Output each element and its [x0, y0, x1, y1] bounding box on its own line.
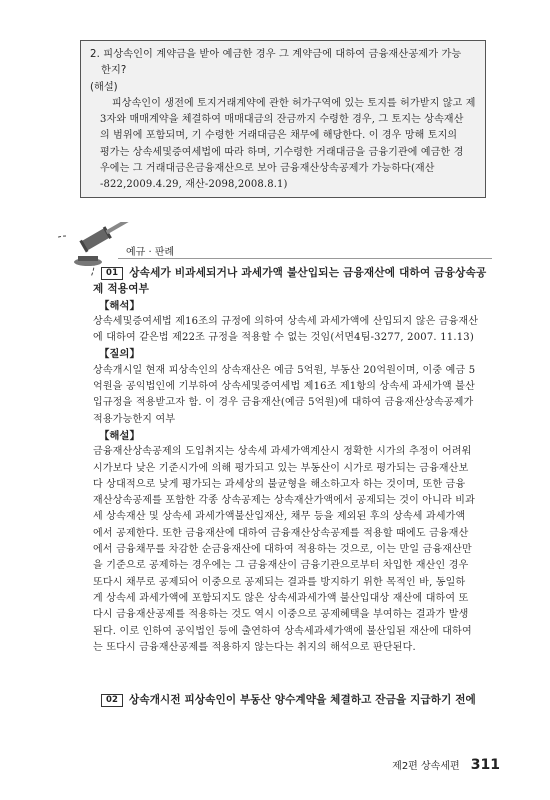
comment-heading: 【해설】 [99, 429, 140, 442]
case-title [93, 265, 485, 281]
page-footer [392, 754, 500, 773]
answer-heading: 【해석】 [99, 299, 140, 312]
body-line: 에서 금융채무를 차감한 순금융재산에 대하여 적용하는 것으로, 이는 만일 금융재산만 [93, 544, 472, 556]
body-line: 에서 공제한다. 또한 금융재산에 대하여 금융재산상속공제를 적용할 때에도 금융재산 [93, 527, 469, 539]
body-line: 다시 금융재산공제를 적용하는 것도 역시 이중으로 공제혜택을 부여하는 결과가 발생 [93, 609, 469, 621]
answer-heading: (해설) [90, 81, 118, 93]
case-02-title [93, 692, 476, 707]
case-title-text: 제 적용여부 [93, 283, 150, 296]
body-line: 게 상속세 과세가액에 포함되지도 않은 상속세과세가액 불산입대상 재산에 대하여 또 [93, 592, 469, 604]
body-line: 금융재산상속공제의 도입취지는 상속세 과세가액계산시 정확한 시가의 추정이 어려워 [93, 446, 472, 458]
body-line: 재산상속공제를 포함한 각종 상속공제는 상속재산가액에서 공제되는 것이 아니라 비과 [93, 495, 475, 507]
case-01 [93, 265, 485, 656]
body-line: 억원을 공익법인에 기부하여 상속세및증여세법 제16조 제1항의 상속세 과세가액 불산 [93, 381, 475, 393]
question-box [80, 40, 486, 198]
question-line: 한지? [101, 65, 127, 77]
case-number-tag: 01 [101, 267, 123, 280]
question-text [90, 47, 476, 80]
section-title: 예규 · 판례 [126, 247, 175, 258]
case-title-text: 상속개시전 피상속인이 부동산 양수계약을 체결하고 잔금을 지급하기 전에 [129, 694, 476, 706]
case-number-tag: 02 [101, 694, 123, 707]
question-line: 2. 피상속인이 계약금을 받아 예금한 경우 그 계약금에 대하여 금융재산공제가 가능 [90, 49, 462, 60]
body-line: 는 또다시 금융재산공제를 적용하지 않는다는 취지의 해석으로 판단된다. [93, 641, 416, 653]
body-line: 시가보다 낮은 기준시가에 의해 평가되고 있는 부동산이 시가로 평가되는 금융재산보 [93, 462, 469, 474]
body-line: 을 기준으로 공제하는 경우에는 그 금융재산이 금융기관으로부터 차입한 재산인 경우 [93, 560, 469, 572]
body-line: 적용가능한지 여부 [93, 413, 176, 425]
body-line: 상속개시일 현재 피상속인의 상속재산은 예금 5억원, 부동산 20억원이며, 이중 예금 5 [93, 364, 476, 376]
answer-line: 의 범위에 포함되며, 기 수령한 거래대금은 채무에 해당한다. 이 경우 망해 토지의 [100, 130, 458, 142]
question-heading: 【질의】 [99, 348, 140, 361]
answer-line: 평가는 상속세및증여세법에 따라 하며, 기수령한 거래대금을 금융기관에 예금한 경 [100, 146, 464, 158]
body-line: 다 상대적으로 낮게 평가되는 과세상의 불균형을 해소하고자 하는 것이며, 또한 금융 [93, 478, 466, 490]
body-line: 에 대하여 같은법 제22조 규정을 적용할 수 없는 것임(서면4팀-3277, 2007. 11.13) [93, 332, 474, 344]
answer-line: 우에는 그 거래대금은금융재산으로 보아 금융재산상속공제가 가능하다(재산 [100, 163, 435, 175]
answer-line: 3자와 매매계약을 체결하여 매매대금의 잔금까지 수령한 경우, 그 토지는 상속재산 [100, 114, 464, 126]
case-title-text: 상속세가 비과세되거나 과세가액 불산입되는 금융재산에 대하여 금융상속공 [129, 267, 487, 279]
body-line: 입규정을 적용받고자 함. 이 경우 금융재산(예금 5억원)에 대하여 금융재산상속공제가 [93, 397, 474, 409]
answer-line: -822,2009.4.29, 재산-2098,2008.8.1) [100, 179, 288, 191]
body-line: 상속세및증여세법 제16조의 규정에 의하여 상속세 과세가액에 산입되지 않은 금융재산 [93, 315, 479, 327]
body-line: 또다시 채무로 공제되어 이중으로 공제되는 결과를 방지하기 위한 목적인 바, 동일하 [93, 576, 466, 588]
body-line: 된다. 이로 인하여 공익법인 등에 출연하여 상속세과세가액에 불산입된 재산에 대하여 [93, 625, 472, 637]
answer-paragraph [90, 96, 476, 194]
body-line: 세 상속재산 및 상속세 과세가액불산입재산, 채무 등을 제외된 후의 상속세 과세가액 [93, 511, 466, 523]
page-number: 311 [470, 757, 500, 773]
answer-line: 피상속인이 생전에 토지거래계약에 관한 허가구역에 있는 토지를 허가받지 않고 제 [112, 97, 476, 109]
section-divider [118, 258, 492, 259]
footer-section: 제2편 상속세편 [392, 761, 460, 772]
